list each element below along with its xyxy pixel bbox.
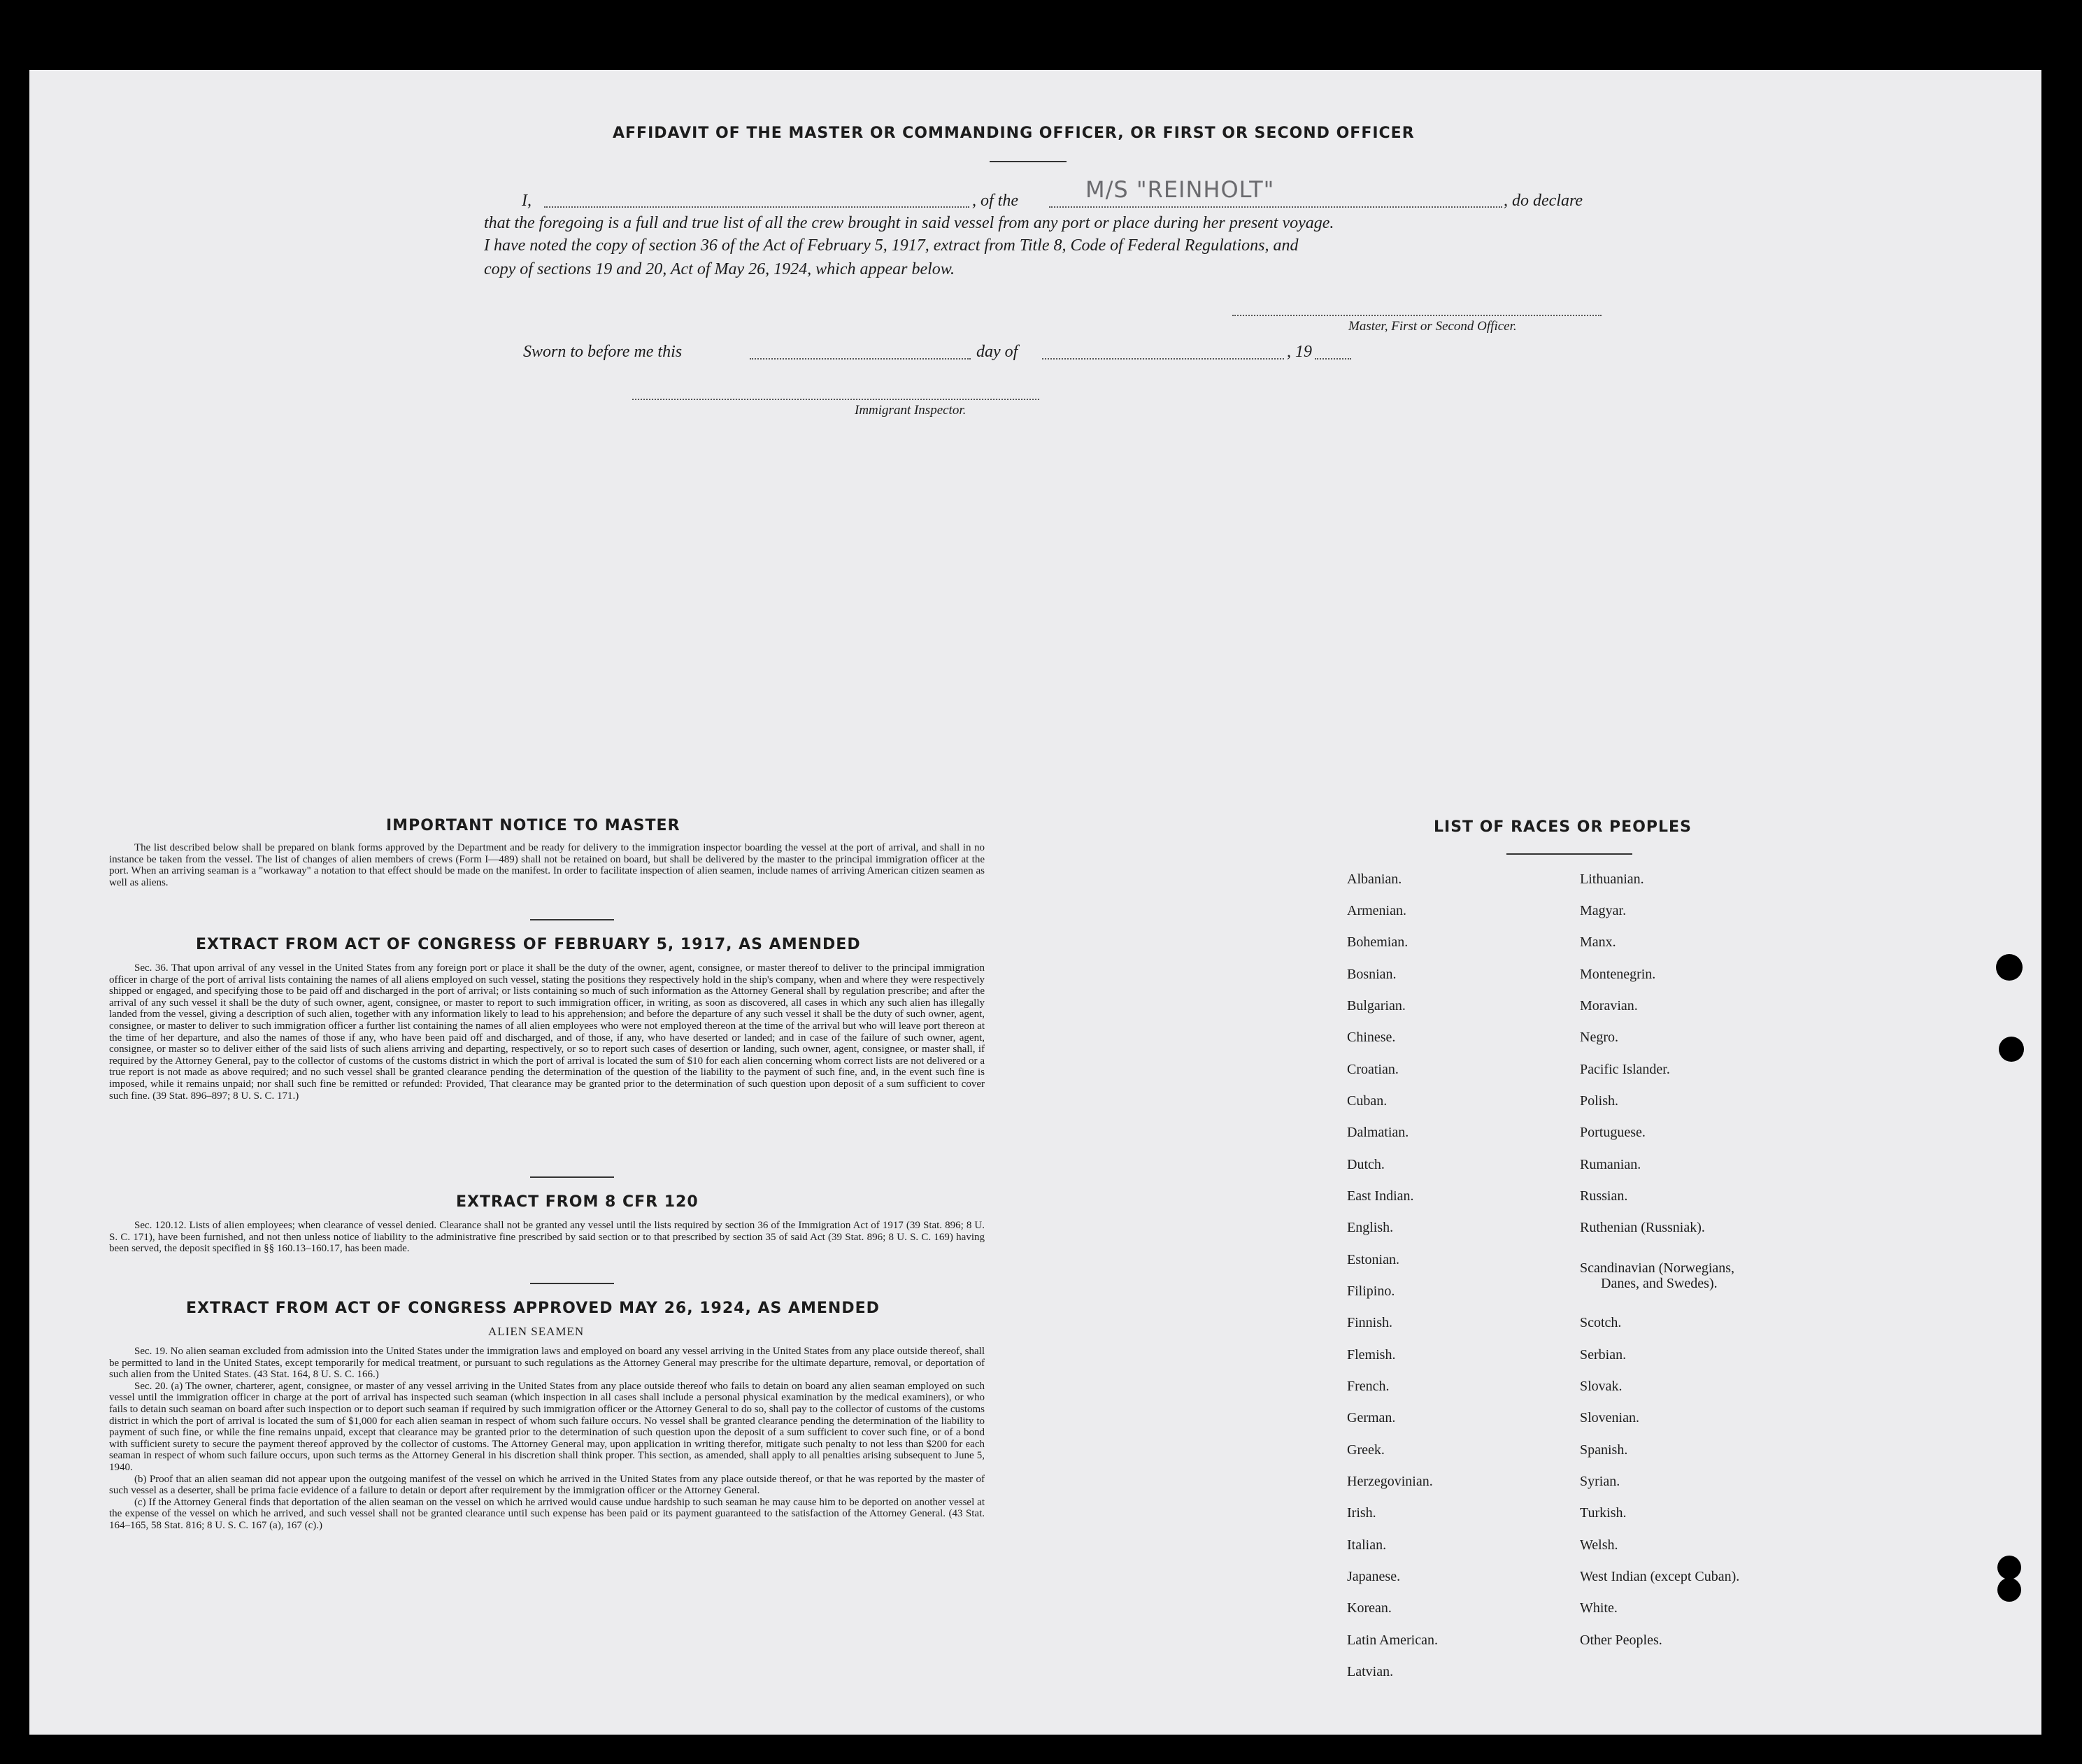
race-item: Moravian. xyxy=(1580,998,1638,1013)
race-item: Syrian. xyxy=(1580,1474,1620,1489)
vessel-name-line xyxy=(1049,206,1502,208)
race-item: Herzegovinian. xyxy=(1347,1474,1433,1489)
sworn-year: , 19 xyxy=(1287,343,1312,361)
sworn-prefix: Sworn to before me this xyxy=(523,343,683,361)
punch-hole xyxy=(1997,1578,2021,1602)
race-item: Rumanian. xyxy=(1580,1157,1641,1172)
race-item: Finnish. xyxy=(1347,1315,1393,1330)
race-item: Turkish. xyxy=(1580,1505,1627,1521)
race-item: Bulgarian. xyxy=(1347,998,1406,1013)
race-item: Irish. xyxy=(1347,1505,1376,1521)
extract-cfr-rule xyxy=(530,1283,614,1284)
sworn-date-line xyxy=(750,358,971,360)
extract-cfr-text xyxy=(109,1220,985,1255)
declarant-prefix: I, xyxy=(522,192,532,210)
officer-signature-line xyxy=(1232,315,1602,316)
race-item: Japanese. xyxy=(1347,1569,1401,1584)
race-item: Albanian. xyxy=(1347,872,1402,887)
race-item: Portuguese. xyxy=(1580,1125,1646,1140)
race-item: Bohemian. xyxy=(1347,934,1409,950)
section-120-paragraph: Sec. 120.12. Lists of alien employees; when clearance of vessel denied. Clearance shall not be granted any vessel until the lists required by section 36 of the Immigration Act of 1917 (39 Stat. 896; 8 U. S. C. 171), have been furnished, and not then unless notice of liability to the administrative fine prescribed by said section or to that prescribed by section 35 of said Act (39 Stat. 896; 8 U. S. C. 169) having been served, the deposit specified in §§ 160.13–160.17, has been made. xyxy=(109,1220,985,1255)
race-item: Estonian. xyxy=(1347,1252,1399,1267)
race-item: Flemish. xyxy=(1347,1347,1396,1363)
notice-title: IMPORTANT NOTICE TO MASTER xyxy=(386,817,680,834)
race-item: Danes, and Swedes). xyxy=(1601,1276,1718,1291)
race-item: Dalmatian. xyxy=(1347,1125,1409,1140)
affidavit-title: AFFIDAVIT OF THE MASTER OR COMMANDING OFFICER, OR FIRST OR SECOND OFFICER xyxy=(613,125,1415,142)
race-item: French. xyxy=(1347,1379,1390,1394)
race-item: Filipino. xyxy=(1347,1283,1395,1299)
sworn-month-line xyxy=(1042,358,1284,360)
race-item: Korean. xyxy=(1347,1600,1392,1616)
inspector-signature-line xyxy=(632,399,1039,400)
race-item: Chinese. xyxy=(1347,1030,1396,1045)
declaration-line-4: copy of sections 19 and 20, Act of May 26, 1924, which appear below. xyxy=(484,260,955,278)
race-item: Polish. xyxy=(1580,1093,1619,1109)
section-19-paragraph: Sec. 19. No alien seaman excluded from admission into the United States under the immigration laws and employed on board any vessel arriving in the United States from any place outside thereof, shall be permitted to land in the United States, except temporarily for medical treatment, or pursuant to such regulations as the Attorney General may prescribe for the ultimate departure, removal, or deportation of such alien from the United States. (43 Stat. 164, 8 U. S. C. 166.) xyxy=(109,1346,985,1381)
declare-suffix: , do declare xyxy=(1504,192,1583,210)
race-item: Serbian. xyxy=(1580,1347,1627,1363)
punch-hole xyxy=(1997,1556,2021,1579)
declaration-line-3: I have noted the copy of section 36 of the Act of February 5, 1917, extract from Title 8, Code of Federal Regulations, and xyxy=(484,236,1299,255)
race-item: Latin American. xyxy=(1347,1633,1438,1648)
notice-paragraph: The list described below shall be prepared on blank forms approved by the Department and be ready for delivery to the immigration inspector boarding the vessel at the port of arrival, and shall in no instance be taken from the vessel. The list of changes of alien members of crews (Form I—489) shall not be retained on board, but shall be delivered by the master to the principal immigration officer at the port. When an arriving seaman is a "workaway" a notation to that effect should be made on the manifest. In order to facilitate inspection of alien seamen, include names of arriving American citizen seamen as well as aliens. xyxy=(109,842,985,888)
extract-cfr-title: EXTRACT FROM 8 CFR 120 xyxy=(456,1193,699,1211)
race-item: Scotch. xyxy=(1580,1315,1622,1330)
race-item: Latvian. xyxy=(1347,1664,1394,1679)
notice-text xyxy=(109,842,985,888)
race-item: Russian. xyxy=(1580,1188,1628,1204)
race-item: Greek. xyxy=(1347,1442,1385,1458)
section-20c-paragraph: (c) If the Attorney General finds that deportation of the alien seaman on the vessel on which he arrived would cause undue hardship to such seaman he may cause him to be deported on another vessel at the expense of the vessel on which he arrived, and such vessel shall not be granted clearance until such expense has been paid or its payment guaranteed to the satisfaction of the Attorney General. (43 Stat. 164–165, 58 Stat. 816; 8 U. S. C. 167 (a), 167 (c).) xyxy=(109,1496,985,1531)
races-title: LIST OF RACES OR PEOPLES xyxy=(1434,818,1692,836)
race-item: Scandinavian (Norwegians, xyxy=(1580,1260,1735,1276)
declarant-of-the: , of the xyxy=(972,192,1018,210)
extract-1917-text xyxy=(109,962,985,1102)
race-item: Italian. xyxy=(1347,1537,1387,1553)
vessel-name-stamp: M/S "REINHOLT" xyxy=(1085,176,1275,203)
race-item: Armenian. xyxy=(1347,903,1406,918)
notice-rule xyxy=(530,919,614,920)
race-item: Slovak. xyxy=(1580,1379,1623,1394)
declarant-name-line xyxy=(544,206,969,208)
race-item: Bosnian. xyxy=(1347,967,1397,982)
officer-label: Master, First or Second Officer. xyxy=(1348,319,1517,334)
extract-1917-rule xyxy=(530,1176,614,1178)
race-item: Pacific Islander. xyxy=(1580,1062,1670,1077)
race-item: Other Peoples. xyxy=(1580,1633,1662,1648)
races-title-rule xyxy=(1506,853,1632,855)
race-item: Negro. xyxy=(1580,1030,1618,1045)
race-item: Dutch. xyxy=(1347,1157,1385,1172)
inspector-label: Immigrant Inspector. xyxy=(855,403,967,418)
extract-1924-title: EXTRACT FROM ACT OF CONGRESS APPROVED MAY 26, 1924, AS AMENDED xyxy=(186,1300,880,1317)
race-item: Lithuanian. xyxy=(1580,872,1644,887)
race-item: Croatian. xyxy=(1347,1062,1399,1077)
punch-hole xyxy=(1996,954,2023,981)
race-item: Magyar. xyxy=(1580,903,1627,918)
punch-hole xyxy=(1999,1037,2024,1062)
race-item: Ruthenian (Russniak). xyxy=(1580,1220,1705,1235)
declaration-line-2: that the foregoing is a full and true list of all the crew brought in said vessel from any port or place during her present voyage. xyxy=(484,214,1334,232)
race-item: Welsh. xyxy=(1580,1537,1618,1553)
sworn-year-line xyxy=(1315,358,1351,360)
section-36-paragraph: Sec. 36. That upon arrival of any vessel in the United States from any foreign port or place it shall be the duty of the owner, agent, consignee, or master thereof to deliver to the principal immigration officer in charge of the port of arrival lists containing the names of all aliens employed on such vessel, stating the positions they respectively hold in the ship's company, when and where they were respectively shipped or engaged, and specifying those to be paid off and discharged in the port of arrival; or lists containing so much of such information as the Attorney General shall by regulation prescribe; and after the arrival of any such vessel it shall be the duty of such owner, agent, consignee, or master to report to such immigration officer, in writing, as soon as discovered, all cases in which any such alien has illegally landed from the vessel, giving a description of such alien, together with any information likely to lead to his apprehension; and before the departure of any such vessel it shall be the duty of such owner, agent, consignee, or master to deliver to such immigration officer a further list containing the names of all alien employees who were not employed thereon at the time of the arrival but who will leave port thereon at the time of her departure, and also the names of those if any, who have been paid off and discharged, and of those, if any, who have deserted or landed; and in case of the failure of such owner, agent, consignee, or master so to deliver either of the said lists of such aliens arriving and departing, respectively, or so to report such cases of desertion or landing, such owner, agent, consignee, or master shall, if required by the Attorney General, pay to the collector of customs of the customs district in which the port of arrival is located the sum of $10 for each alien concerning whom correct lists are not delivered or a true report is not made as above required; and no such vessel shall be granted clearance pending the determination of the question of the liability to the payment of such fine, and, in the event such fine is imposed, while it remains unpaid; nor shall such fine be remitted or refunded: Provided, That clearance may be granted prior to the determination of such question upon deposit of a sum sufficient to cover such fine. (39 Stat. 896–897; 8 U. S. C. 171.) xyxy=(109,962,985,1102)
extract-1917-title: EXTRACT FROM ACT OF CONGRESS OF FEBRUARY 5, 1917, AS AMENDED xyxy=(196,936,861,953)
race-item: Manx. xyxy=(1580,934,1616,950)
section-20b-paragraph: (b) Proof that an alien seaman did not appear upon the outgoing manifest of the vessel on which he arrived in the United States from any place outside thereof, or that he was reported by the master of such vessel as a deserter, shall be prima facie evidence of a failure to detain or deport after requirement by the immigration officer or the Attorney General. xyxy=(109,1473,985,1497)
race-item: White. xyxy=(1580,1600,1618,1616)
affidavit-title-rule xyxy=(990,161,1067,162)
race-item: German. xyxy=(1347,1410,1396,1425)
section-20a-paragraph: Sec. 20. (a) The owner, charterer, agent, consignee, or master of any vessel arriving in the United States from any place outside thereof who fails to detain on board any alien seaman employed on such vessel until the immigration officer in charge at the port of arrival has inspected such seaman (which inspection in all cases shall include a personal physical examination by the medical examiners), or who fails to detain such seaman on board after such inspection or to deport such seaman if required by such immigration officer or the Attorney General to do so, shall pay to the collector of customs of the customs district in which the port of arrival is located the sum of $1,000 for each alien seaman in respect of whom such failure occurs. No vessel shall be granted clearance pending the determination of the liability to payment of such fine, or while the fine remains unpaid, except that clearance may be granted prior to the determination of such question upon the deposit of a sum sufficient to cover such fine, or of a bond with sufficient surety to secure the payment thereof approved by the collector of customs. The Attorney General may, upon application in writing therefor, mitigate such penalty to not less than $200 for each seaman in respect of whom such failure occurs, upon such terms as the Attorney General in his discretion shall think proper. This section, as amended, shall apply to all penalties arising subsequent to June 5, 1940. xyxy=(109,1380,985,1473)
race-item: Slovenian. xyxy=(1580,1410,1639,1425)
race-item: East Indian. xyxy=(1347,1188,1414,1204)
race-item: English. xyxy=(1347,1220,1394,1235)
race-item: West Indian (except Cuban). xyxy=(1580,1569,1740,1584)
extract-1924-text xyxy=(109,1346,985,1532)
race-item: Cuban. xyxy=(1347,1093,1388,1109)
alien-seamen-subtitle: ALIEN SEAMEN xyxy=(488,1325,585,1338)
race-item: Spanish. xyxy=(1580,1442,1628,1458)
race-item: Montenegrin. xyxy=(1580,967,1656,982)
sworn-day-of: day of xyxy=(976,343,1018,361)
